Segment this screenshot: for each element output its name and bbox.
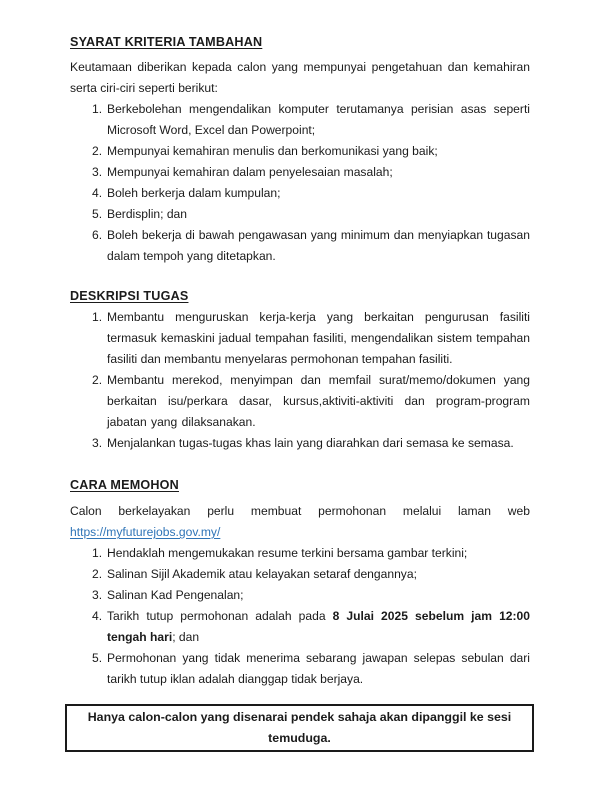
myfuturejobs-link[interactable]: https://myfuturejobs.gov.my/ (70, 525, 221, 539)
deskripsi-heading: DESKRIPSI TUGAS (70, 289, 189, 303)
list-item: Membantu merekod, menyimpan dan memfail surat/memo/dokumen yang berkaitan isu/perkara dasar, kursus,aktiviti-aktiviti dan program-program jabatan yang dilaksanakan. (107, 373, 530, 429)
deskripsi-list (70, 307, 530, 454)
list-item: Boleh berkerja dalam kumpulan; (107, 186, 281, 200)
section-cara (70, 475, 530, 690)
deadline-date: 8 Julai 2025 sebelum jam 12:00 tengah hari (107, 609, 531, 644)
syarat-intro: Keutamaan diberikan kepada calon yang mempunyai pengetahuan dan kemahiran serta ciri-ciri seperti berikut: (70, 60, 530, 95)
list-item: Salinan Kad Pengenalan; (107, 588, 244, 602)
deadline-suffix: ; dan (172, 630, 200, 644)
list-item: Hendaklah mengemukakan resume terkini bersama gambar terkini; (107, 546, 468, 560)
syarat-heading: SYARAT KRITERIA TAMBAHAN (70, 35, 263, 49)
list-item: Berdisplin; dan (107, 207, 188, 221)
list-item: Permohonan yang tidak menerima sebarang jawapan selepas sebulan dari tarikh tutup iklan adalah dianggap tidak berjaya. (107, 651, 530, 686)
deadline-prefix: Tarikh tutup permohonan adalah pada (107, 609, 333, 623)
cara-link-line (70, 522, 530, 543)
cara-intro: Calon berkelayakan perlu membuat permohonan melalui laman web (70, 504, 530, 518)
list-item: Mempunyai kemahiran menulis dan berkomunikasi yang baik; (107, 144, 438, 158)
cara-heading: CARA MEMOHON (70, 478, 179, 492)
section-syarat (70, 32, 530, 267)
notice-box (65, 704, 534, 752)
list-item: Mempunyai kemahiran dalam penyelesaian masalah; (107, 165, 393, 179)
cara-list (70, 543, 530, 690)
list-item: Menjalankan tugas-tugas khas lain yang diarahkan dari semasa ke semasa. (107, 436, 514, 450)
list-item: Salinan Sijil Akademik atau kelayakan setaraf dengannya; (107, 567, 417, 581)
list-item: Membantu menguruskan kerja-kerja yang berkaitan pengurusan fasiliti termasuk kemaskini jadual tempahan fasiliti, mengendalikan sistem tempahan fasiliti dan membantu menyelaras permohonan tempahan fasiliti. (107, 310, 530, 366)
list-item: Berkebolehan mengendalikan komputer terutamanya perisian asas seperti Microsoft Word, Excel dan Powerpoint; (107, 102, 530, 137)
list-item: Boleh bekerja di bawah pengawasan yang minimum dan menyiapkan tugasan dalam tempoh yang ditetapkan. (107, 228, 530, 263)
list-item (92, 606, 530, 648)
section-deskripsi (70, 286, 530, 454)
notice-text: Hanya calon-calon yang disenarai pendek sahaja akan dipanggil ke sesi temuduga. (87, 710, 512, 745)
syarat-list (70, 99, 530, 267)
